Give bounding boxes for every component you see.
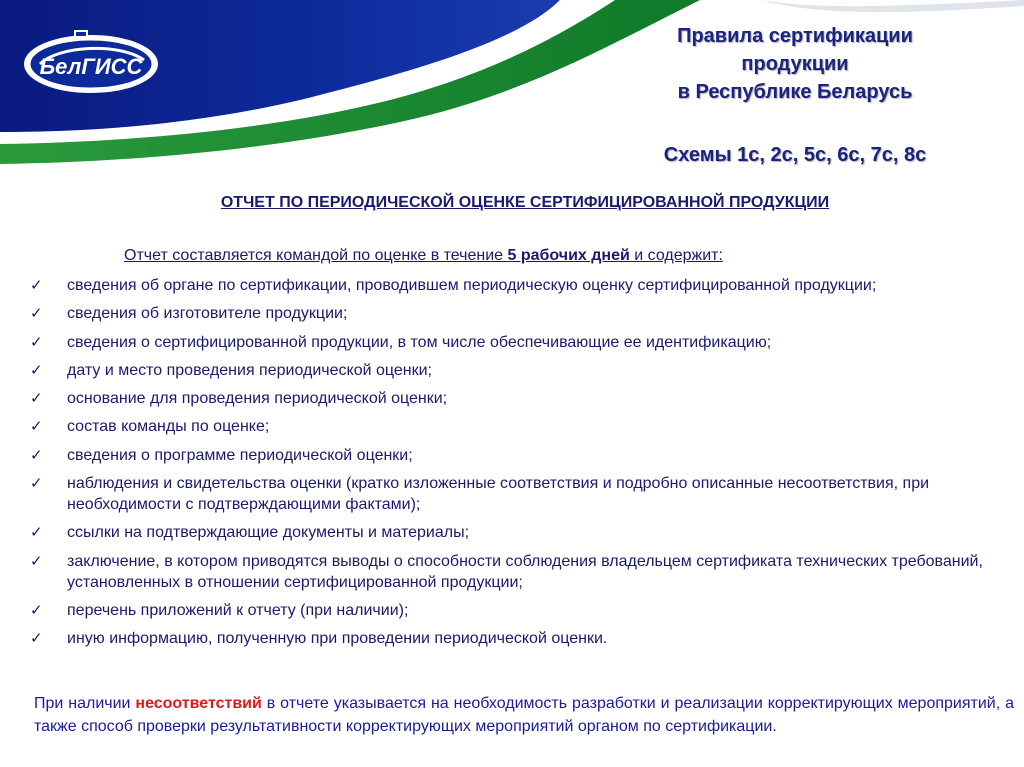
checkmark-icon: ✓ — [30, 418, 43, 436]
intro-text — [124, 247, 723, 265]
title-line-3: в Республике Беларусь — [677, 81, 913, 103]
list-item-text: сведения о программе периодической оценки; — [67, 446, 413, 464]
checkmark-icon: ✓ — [30, 601, 43, 619]
list-item — [30, 303, 1010, 324]
svg-text:БелГИСС: БелГИСС — [39, 54, 143, 79]
list-item-text: сведения об органе по сертификации, проводившем периодическую оценку сертифицированной продукции; — [67, 277, 877, 294]
intro-before: Отчет составляется командой по оценке в течение — [124, 247, 508, 264]
checkmark-icon: ✓ — [30, 305, 43, 323]
belgiss-logo — [18, 24, 164, 102]
list-item-text: состав команды по оценке; — [67, 418, 270, 436]
closing-before: При наличии — [34, 695, 136, 712]
list-item — [30, 332, 1010, 353]
list-item-text: наблюдения и свидетельства оценки (кратко изложенные соответствия и подробно описанные несоответствия, при необходимости с подтверждающими фактами); — [67, 475, 930, 514]
list-item — [30, 522, 1010, 543]
list-item — [30, 275, 1010, 296]
list-item — [30, 600, 1010, 621]
schemes-subtitle: Схемы 1с, 2с, 5с, 6с, 7с, 8с — [663, 144, 927, 166]
checkmark-icon: ✓ — [30, 630, 43, 648]
list-item — [30, 360, 1010, 381]
slide-title — [560, 22, 1024, 106]
report-contents-list — [30, 275, 1010, 657]
list-item-text: сведения о сертифицированной продукции, в том числе обеспечивающие ее идентификацию; — [67, 333, 772, 351]
list-item-text: основание для проведения периодической оценки; — [67, 390, 448, 408]
list-item-text: ссылки на подтверждающие документы и материалы; — [67, 524, 470, 542]
list-item — [30, 416, 1010, 437]
title-line-1: Правила сертификации — [677, 25, 913, 47]
intro-bold: 5 рабочих дней — [507, 247, 630, 264]
title-line-2: продукции — [741, 53, 849, 75]
checkmark-icon: ✓ — [30, 524, 43, 542]
intro-after: и содержит: — [629, 247, 723, 264]
list-item — [30, 445, 1010, 466]
section-heading: ОТЧЕТ ПО ПЕРИОДИЧЕСКОЙ ОЦЕНКЕ СЕРТИФИЦИРОВАННОЙ ПРОДУКЦИИ — [220, 194, 830, 211]
checkmark-icon: ✓ — [30, 333, 43, 351]
list-item — [30, 388, 1010, 409]
checkmark-icon: ✓ — [30, 475, 43, 493]
list-item-text: сведения об изготовителе продукции; — [67, 305, 348, 323]
list-item — [30, 628, 1010, 649]
closing-after: в отчете указывается на необходимость разработки и реализации корректирующих мероприятий, а также способ проверки результативности корректирующих мероприятий органом по сертификации. — [34, 695, 1014, 735]
list-item-text: перечень приложений к отчету (при наличии); — [67, 601, 409, 619]
list-item — [30, 551, 1010, 593]
list-item-text: иную информацию, полученную при проведении периодической оценки. — [67, 630, 608, 648]
checkmark-icon: ✓ — [30, 552, 43, 570]
checkmark-icon: ✓ — [30, 277, 43, 294]
closing-paragraph — [34, 692, 1014, 738]
list-item-text: заключение, в котором приводятся выводы о способности соблюдения владельцем сертификата технических требований, установленных в отношении сертифицированной продукции; — [67, 552, 983, 591]
list-item-text: дату и место проведения периодической оценки; — [67, 361, 432, 379]
checkmark-icon: ✓ — [30, 390, 43, 408]
list-item — [30, 473, 1010, 515]
checkmark-icon: ✓ — [30, 361, 43, 379]
closing-highlight: несоответствий — [135, 695, 262, 712]
checkmark-icon: ✓ — [30, 446, 43, 464]
